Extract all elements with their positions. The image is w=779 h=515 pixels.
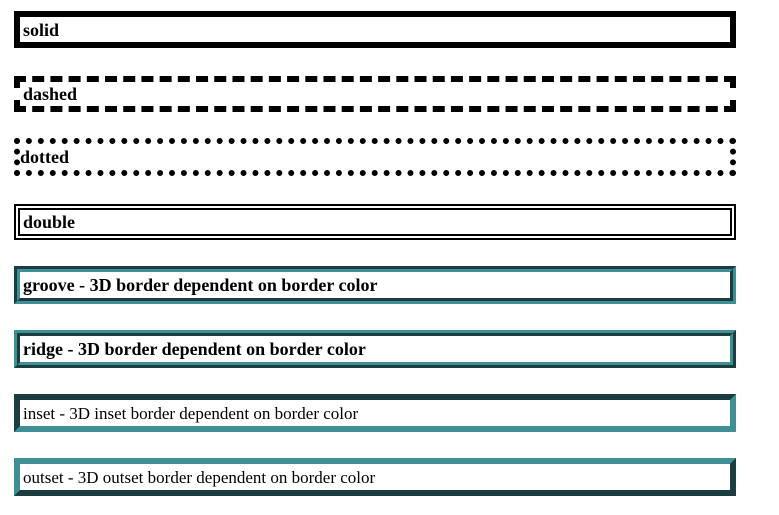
dashed-border-box (14, 76, 736, 112)
outset-border-label: outset - 3D outset border dependent on border color (23, 467, 376, 487)
dashed-border-label: dashed (23, 84, 78, 104)
solid-border-label: solid (23, 19, 60, 40)
inset-border-label: inset - 3D inset border dependent on border color (23, 403, 359, 423)
dotted-border-box (14, 138, 736, 176)
double-border-label: double (23, 212, 76, 232)
ridge-border-box (14, 330, 736, 368)
ridge-border-label: ridge - 3D border dependent on border color (23, 339, 366, 359)
double-border-box (14, 204, 736, 240)
outset-border-box (14, 458, 736, 496)
groove-border-box (14, 266, 736, 304)
dotted-border-label: dotted (20, 147, 69, 167)
inset-border-box (14, 394, 736, 432)
solid-border-box (14, 11, 736, 48)
groove-border-label: groove - 3D border dependent on border color (23, 275, 378, 295)
